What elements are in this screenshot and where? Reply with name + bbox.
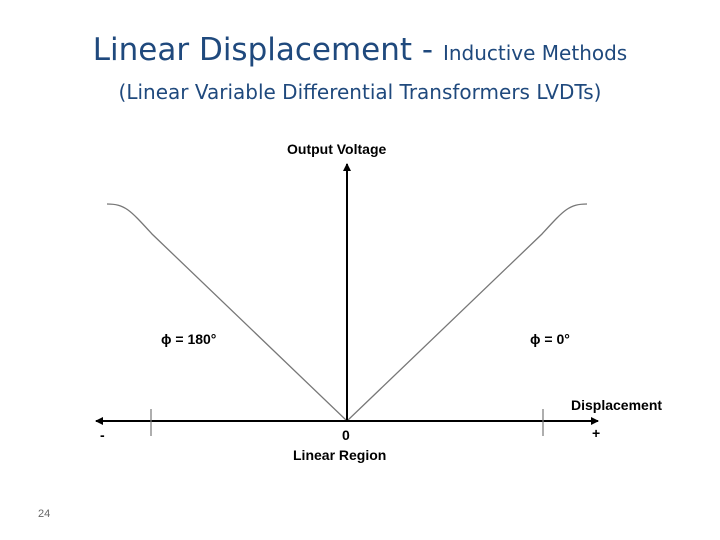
slide-subtitle: (Linear Variable Differential Transformers LVDTs) bbox=[118, 80, 602, 104]
minus-label: - bbox=[100, 427, 105, 443]
y-axis-label: Output Voltage bbox=[287, 141, 387, 157]
origin-label: 0 bbox=[342, 427, 350, 443]
title-sub: Inductive Methods bbox=[442, 41, 628, 65]
title-main: Linear Displacement - bbox=[92, 32, 443, 68]
linear-region-label: Linear Region bbox=[293, 447, 387, 463]
phase-right-label: ϕ = 0° bbox=[530, 331, 570, 347]
x-axis-label: Displacement bbox=[571, 397, 663, 413]
phase-left-label: ϕ = 180° bbox=[161, 331, 217, 347]
page-number: 24 bbox=[38, 508, 51, 520]
plus-label: + bbox=[592, 425, 601, 441]
